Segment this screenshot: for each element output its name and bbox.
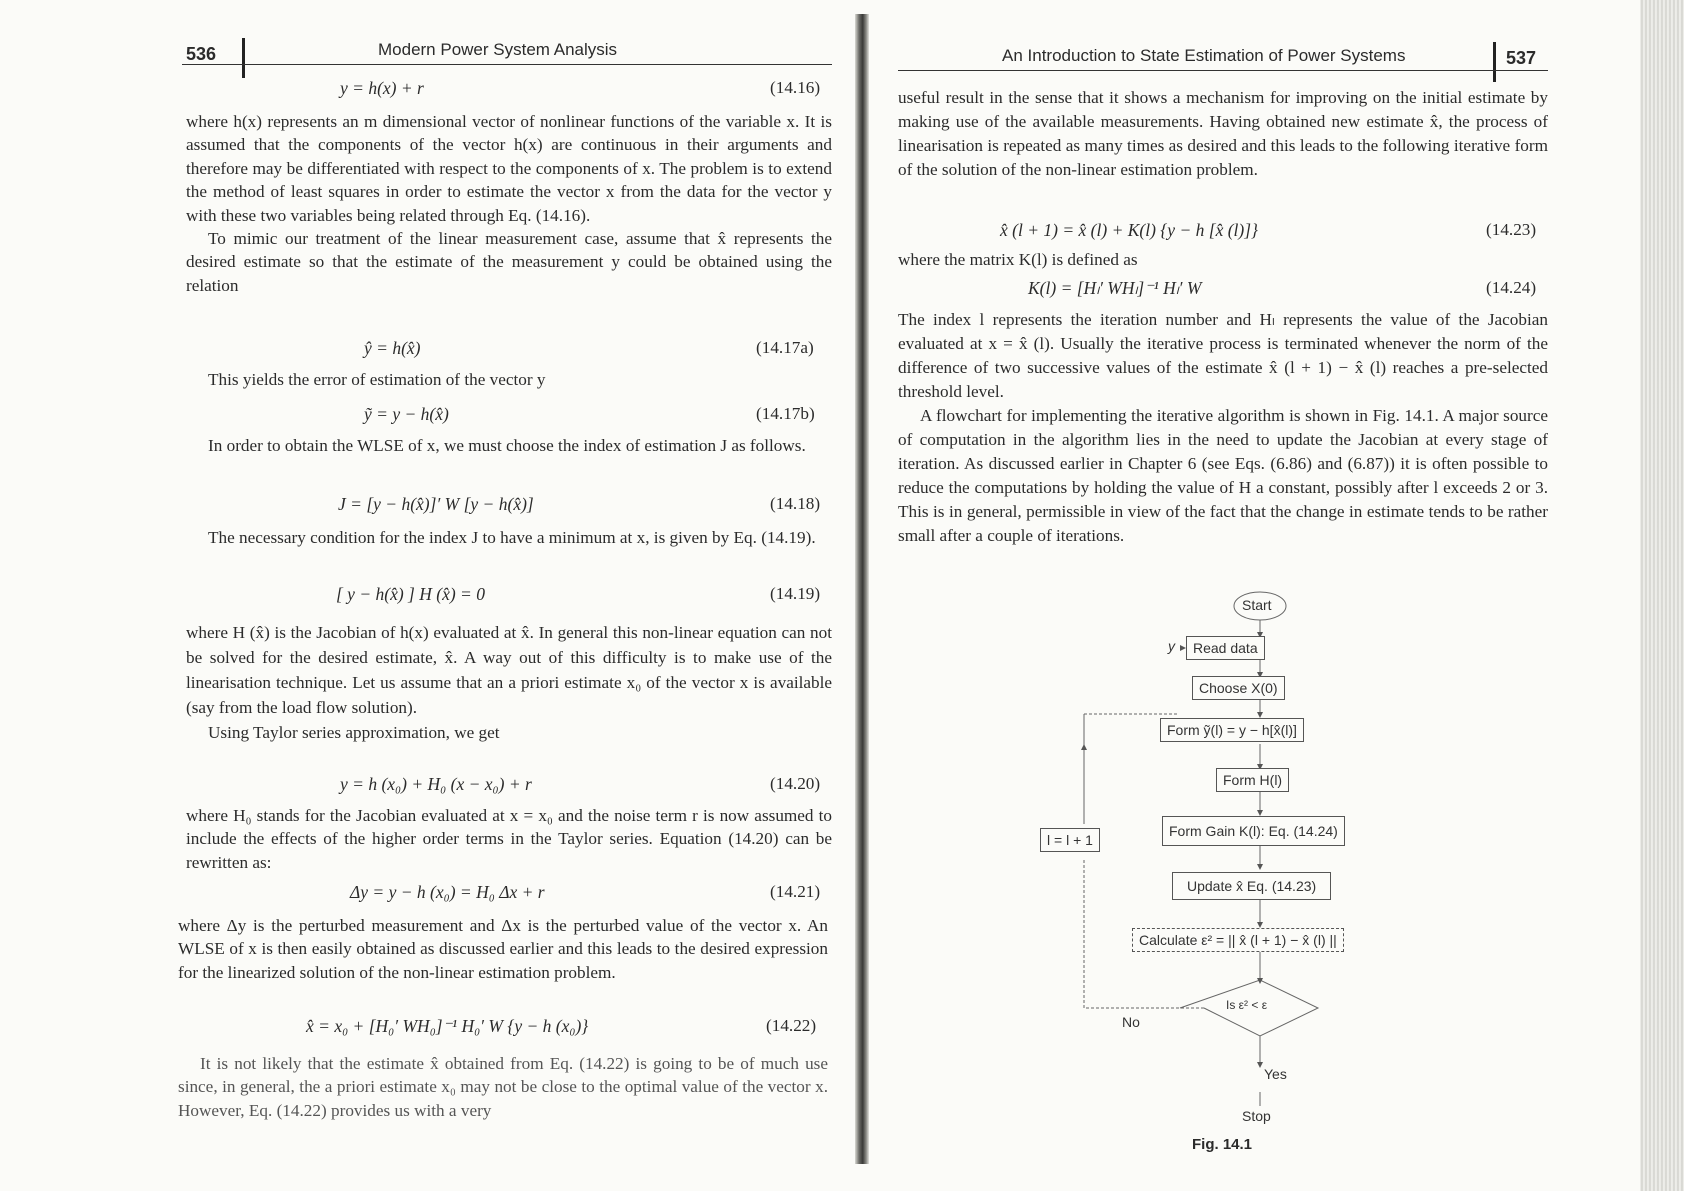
paragraph-text: A flowchart for implementing the iterative algorithm is shown in Fig. 14.1. A major source of computation in the algorithm lies in the need to update the Jacobian at every stage of iteration. As discussed earlier in Chapter 6 (see Eqs. (6.86) and (6.87)) it is often possible to reduce the computations by holding the value of H a constant, possibly after l exceeds 2 or 3. This is in general, permissible in view of the fact that the change in estimate tends to be rather small after a couple of iterations.: [898, 406, 1548, 545]
paragraph-text: The index l represents the iteration number and Hₗ represents the value of the Jacobian evaluated at x = x̂ (l). Usually the iterative process is terminated whenever the norm of the difference of two successive values of the estimate x̂ (l + 1) − x̂ (l) reaches a pre-selected threshold level.: [898, 310, 1548, 401]
equation-14-19: [ y − h(x̂) ] H (x̂) = 0: [336, 584, 485, 604]
flowchart: [1020, 588, 1440, 1158]
flowchart-stop: Stop: [1242, 1108, 1271, 1124]
flowchart-form-y: Form ỹ(l) = y − h[x̂(l)]: [1160, 718, 1304, 742]
equation-number: (14.23): [1486, 220, 1537, 239]
equation-number: (14.17b): [756, 404, 815, 423]
flowchart-increment: l = l + 1: [1040, 828, 1100, 852]
paragraph-text: where h(x) represents an m dimensional vector of nonlinear functions of the variable x. It is assumed that the components of the vector h(x) are continuous in their arguments and therefore may be differentiated with respect to the components of x. The problem is to extend the method of least squares in order to estimate the vector x from the data for the vector y with these two variables being related through Eq. (14.16).: [186, 112, 832, 225]
paragraph: [186, 620, 832, 745]
figure-caption: Fig. 14.1: [1192, 1136, 1253, 1153]
flowchart-start: Start: [1242, 597, 1272, 613]
equation-number: (14.19): [770, 584, 821, 603]
book-gutter: [855, 14, 869, 1164]
flowchart-update: Update x̂ Eq. (14.23): [1172, 872, 1331, 900]
equation-number: (14.17a): [756, 338, 814, 357]
equation-number: (14.18): [770, 494, 821, 513]
flowchart-choose-x0: Choose X(0): [1192, 676, 1285, 700]
paragraph-text: Using Taylor series approximation, we get: [208, 723, 500, 742]
equation-number: (14.16): [770, 78, 821, 97]
equation-14-17b: ỹ = y − h(x̂): [364, 404, 449, 424]
equation-14-20: y = h (x₀) + H₀ (x − x₀) + r: [340, 774, 532, 794]
flowchart-form-gain: Form Gain K(l): Eq. (14.24): [1162, 816, 1345, 846]
equation-14-24: K(l) = [Hₗ′ WHₗ]⁻¹ Hₗ′ W: [1028, 278, 1202, 298]
paragraph: where Δy is the perturbed measurement and Δx is the perturbed value of the vector x. An WLSE of x is then easily obtained as discussed earlier and this leads to the desired expression for the linearized solution of the non-linear estimation problem.: [178, 916, 828, 982]
equation-14-21: Δy = y − h (x₀) = H₀ Δx + r: [350, 882, 545, 902]
paragraph: where the matrix K(l) is defined as: [898, 250, 1138, 269]
flowchart-yes-label: Yes: [1264, 1066, 1287, 1082]
paragraph: useful result in the sense that it shows a mechanism for improving on the initial estimate by making use of the available measurements. Having obtained new estimate x̂, the process of linearisation is repeated as many times as desired and this leads to the following iterative form of the solution of the non-linear estimation problem.: [898, 88, 1548, 179]
header-bar: [1493, 42, 1496, 82]
header-rule: [182, 64, 832, 65]
flowchart-input-label: y: [1168, 638, 1175, 654]
paragraph: where H₀ stands for the Jacobian evaluated at x = x₀ and the noise term r is now assumed to include the effects of the higher order terms in the Taylor series. Equation (14.20) can be rewritten as:: [186, 806, 832, 872]
flowchart-read-data: Read data: [1186, 636, 1265, 660]
paragraph-text: To mimic our treatment of the linear measurement case, assume that x̂ represents the desired estimate so that the estimate of the measurement y could be obtained using the relation: [186, 229, 832, 295]
paragraph: It is not likely that the estimate x̂ obtained from Eq. (14.22) is going to be of much use since, in general, the a priori estimate x₀ may not be close to the optimal value of the vector x. However, Eq. (14.22) provides us with a very: [178, 1054, 828, 1120]
paragraph: [898, 308, 1548, 548]
paragraph: [186, 110, 832, 297]
flowchart-decision: Is ε² < ε: [1226, 998, 1268, 1012]
paragraph: In order to obtain the WLSE of x, we must choose the index of estimation J as follows.: [208, 436, 806, 455]
paragraph: The necessary condition for the index J to have a minimum at x, is given by Eq. (14.19).: [208, 528, 816, 547]
page-edge-shadow: [1640, 0, 1684, 1191]
equation-number: (14.20): [770, 774, 821, 793]
equation-number: (14.24): [1486, 278, 1537, 297]
equation-number: (14.21): [770, 882, 821, 901]
equation-14-16: y = h(x) + r: [340, 78, 424, 98]
flowchart-calculate: Calculate ε² = || x̂ (l + 1) − x̂ (l) ||: [1132, 928, 1344, 952]
equation-14-17a: ŷ = h(x̂): [364, 338, 421, 358]
flowchart-form-h: Form H(l): [1216, 768, 1289, 792]
running-header-right: An Introduction to State Estimation of Power Systems: [1002, 46, 1406, 65]
paragraph: This yields the error of estimation of the vector y: [208, 370, 546, 389]
equation-14-22: x̂ = x₀ + [H₀′ WH₀]⁻¹ H₀′ W {y − h (x₀)}: [306, 1016, 589, 1036]
page-number-left: 536: [186, 44, 217, 64]
flowchart-no-label: No: [1122, 1014, 1140, 1030]
header-bar: [242, 38, 245, 78]
equation-14-23: x̂ (l + 1) = x̂ (l) + K(l) {y − h [x̂ (l)]}: [1000, 220, 1259, 240]
equation-14-18: J = [y − h(x̂)]′ W [y − h(x̂)]: [338, 494, 534, 514]
equation-number: (14.22): [766, 1016, 817, 1035]
running-header-left: Modern Power System Analysis: [378, 40, 618, 59]
header-rule: [898, 70, 1548, 71]
paragraph-text: where H (x̂) is the Jacobian of h(x) evaluated at x̂. In general this non-linear equation can not be solved for the desired estimate, x̂. A way out of this difficulty is to make use of the linearisation technique. Let us assume that an a priori estimate x₀ of the vector x is available (say from the load flow solution).: [186, 623, 832, 717]
page-number-right: 537: [1506, 48, 1537, 68]
